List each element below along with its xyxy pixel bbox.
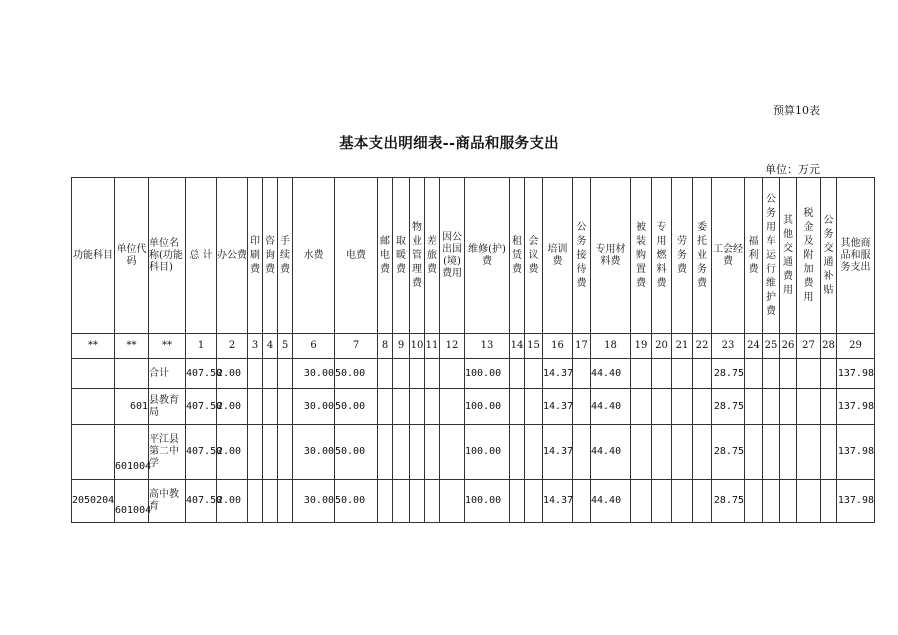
cell-code [115,359,149,389]
header-cell: 物业管理费 [410,178,425,334]
index-cell: 7 [335,334,378,359]
index-cell: 15 [525,334,543,359]
header-cell: 手续费 [278,178,293,334]
cell-func: 2050204 [72,480,115,523]
index-cell: 23 [712,334,745,359]
index-cell: 14 [510,334,525,359]
cell-other: 137.98 [837,425,875,480]
index-cell: 29 [837,334,875,359]
cell-name: 合计 [149,359,186,389]
header-cell: 功能科目 [72,178,115,334]
header-cell: 劳务费 [672,178,693,334]
index-cell: 1 [186,334,217,359]
cell-water: 30.00 [293,389,335,425]
header-cell: 专用燃料费 [652,178,672,334]
index-cell: 3 [248,334,263,359]
cell-training: 14.37 [543,359,573,389]
cell-water: 30.00 [293,480,335,523]
cell-electric: 50.00 [335,359,378,389]
index-cell: 25 [763,334,780,359]
cell-electric: 50.00 [335,480,378,523]
cell-repair: 100.00 [465,359,510,389]
cell-func [72,359,115,389]
cell-training: 14.37 [543,480,573,523]
index-cell: 8 [378,334,393,359]
index-cell: 16 [543,334,573,359]
header-cell: 取暖费 [393,178,410,334]
cell-repair: 100.00 [465,480,510,523]
table-row [72,389,875,425]
cell-repair: 100.00 [465,425,510,480]
header-cell: 咨询费 [263,178,278,334]
document-title: 基本支出明细表--商品和服务支出 [339,135,559,152]
header-cell: 维修(护)费 [465,178,510,334]
cell-total: 407.50 [186,389,217,425]
index-cell: 13 [465,334,510,359]
cell-total: 407.50 [186,480,217,523]
cell-office: 2.00 [217,425,248,480]
index-cell: 28 [821,334,837,359]
cell-other: 137.98 [837,480,875,523]
cell-total: 407.50 [186,359,217,389]
header-cell: 邮电费 [378,178,393,334]
header-cell: 被装购置费 [631,178,652,334]
cell-func [72,425,115,480]
index-cell: 24 [745,334,763,359]
index-cell: ** [72,334,115,359]
cell-training: 14.37 [543,425,573,480]
index-cell: ** [149,334,186,359]
cell-name: 县教育局 [149,389,186,425]
index-cell: 27 [797,334,821,359]
cell-union: 28.75 [712,389,745,425]
cell-electric: 50.00 [335,389,378,425]
index-cell: 18 [591,334,631,359]
expenditure-table [71,177,875,523]
header-cell: 公务交通补贴 [821,178,837,334]
header-cell: 其他交通费用 [780,178,797,334]
header-cell: 单位代码 [115,178,149,334]
form-number: 预算10表 [773,104,820,117]
cell-total: 407.50 [186,425,217,480]
cell-office: 2.00 [217,359,248,389]
table-row [72,480,875,523]
cell-union: 28.75 [712,480,745,523]
cell-name: 高中教育 [149,480,186,523]
index-cell: 11 [425,334,440,359]
index-cell: 10 [410,334,425,359]
header-cell: 水费 [293,178,335,334]
cell-water: 30.00 [293,425,335,480]
header-cell: 公务用车运行维护费 [763,178,780,334]
cell-material: 44.40 [591,480,631,523]
header-cell: 其他商品和服务支出 [837,178,875,334]
index-cell: 12 [440,334,465,359]
header-cell: 福利费 [745,178,763,334]
cell-water: 30.00 [293,359,335,389]
header-cell: 会议费 [525,178,543,334]
header-row [72,178,875,334]
cell-func [72,389,115,425]
cell-material: 44.40 [591,389,631,425]
header-cell: 差旅费 [425,178,440,334]
header-cell: 税金及附加费用 [797,178,821,334]
header-cell: 工会经费 [712,178,745,334]
index-cell: 4 [263,334,278,359]
header-cell: 单位名称(功能科目) [149,178,186,334]
header-cell: 总 计 [186,178,217,334]
cell-union: 28.75 [712,425,745,480]
index-cell: 6 [293,334,335,359]
cell-material: 44.40 [591,425,631,480]
index-cell: 20 [652,334,672,359]
index-cell: 5 [278,334,293,359]
index-cell: 2 [217,334,248,359]
cell-training: 14.37 [543,389,573,425]
cell-name: 平江县第二中学 [149,425,186,480]
header-cell: 电费 [335,178,378,334]
cell-electric: 50.00 [335,425,378,480]
table-row [72,425,875,480]
header-cell: 租赁费 [510,178,525,334]
cell-code: 601004 [115,425,149,480]
index-cell: 21 [672,334,693,359]
header-cell: 专用材料费 [591,178,631,334]
header-cell: 办公费 [217,178,248,334]
cell-union: 28.75 [712,359,745,389]
index-cell: 26 [780,334,797,359]
table-row [72,359,875,389]
index-cell: 9 [393,334,410,359]
index-cell: 22 [693,334,712,359]
index-cell: 17 [573,334,591,359]
index-cell: 19 [631,334,652,359]
header-cell: 印刷费 [248,178,263,334]
index-row [72,334,875,359]
cell-office: 2.00 [217,389,248,425]
header-cell: 委托业务费 [693,178,712,334]
cell-code: 601 [115,389,149,425]
header-cell: 公务接待费 [573,178,591,334]
header-cell: 因公出国(境)费用 [440,178,465,334]
header-cell: 培训费 [543,178,573,334]
cell-material: 44.40 [591,359,631,389]
cell-office: 2.00 [217,480,248,523]
index-cell: ** [115,334,149,359]
cell-other: 137.98 [837,389,875,425]
unit-label: 单位：万元 [765,163,820,176]
cell-other: 137.98 [837,359,875,389]
cell-code: 601004 [115,480,149,523]
cell-repair: 100.00 [465,389,510,425]
